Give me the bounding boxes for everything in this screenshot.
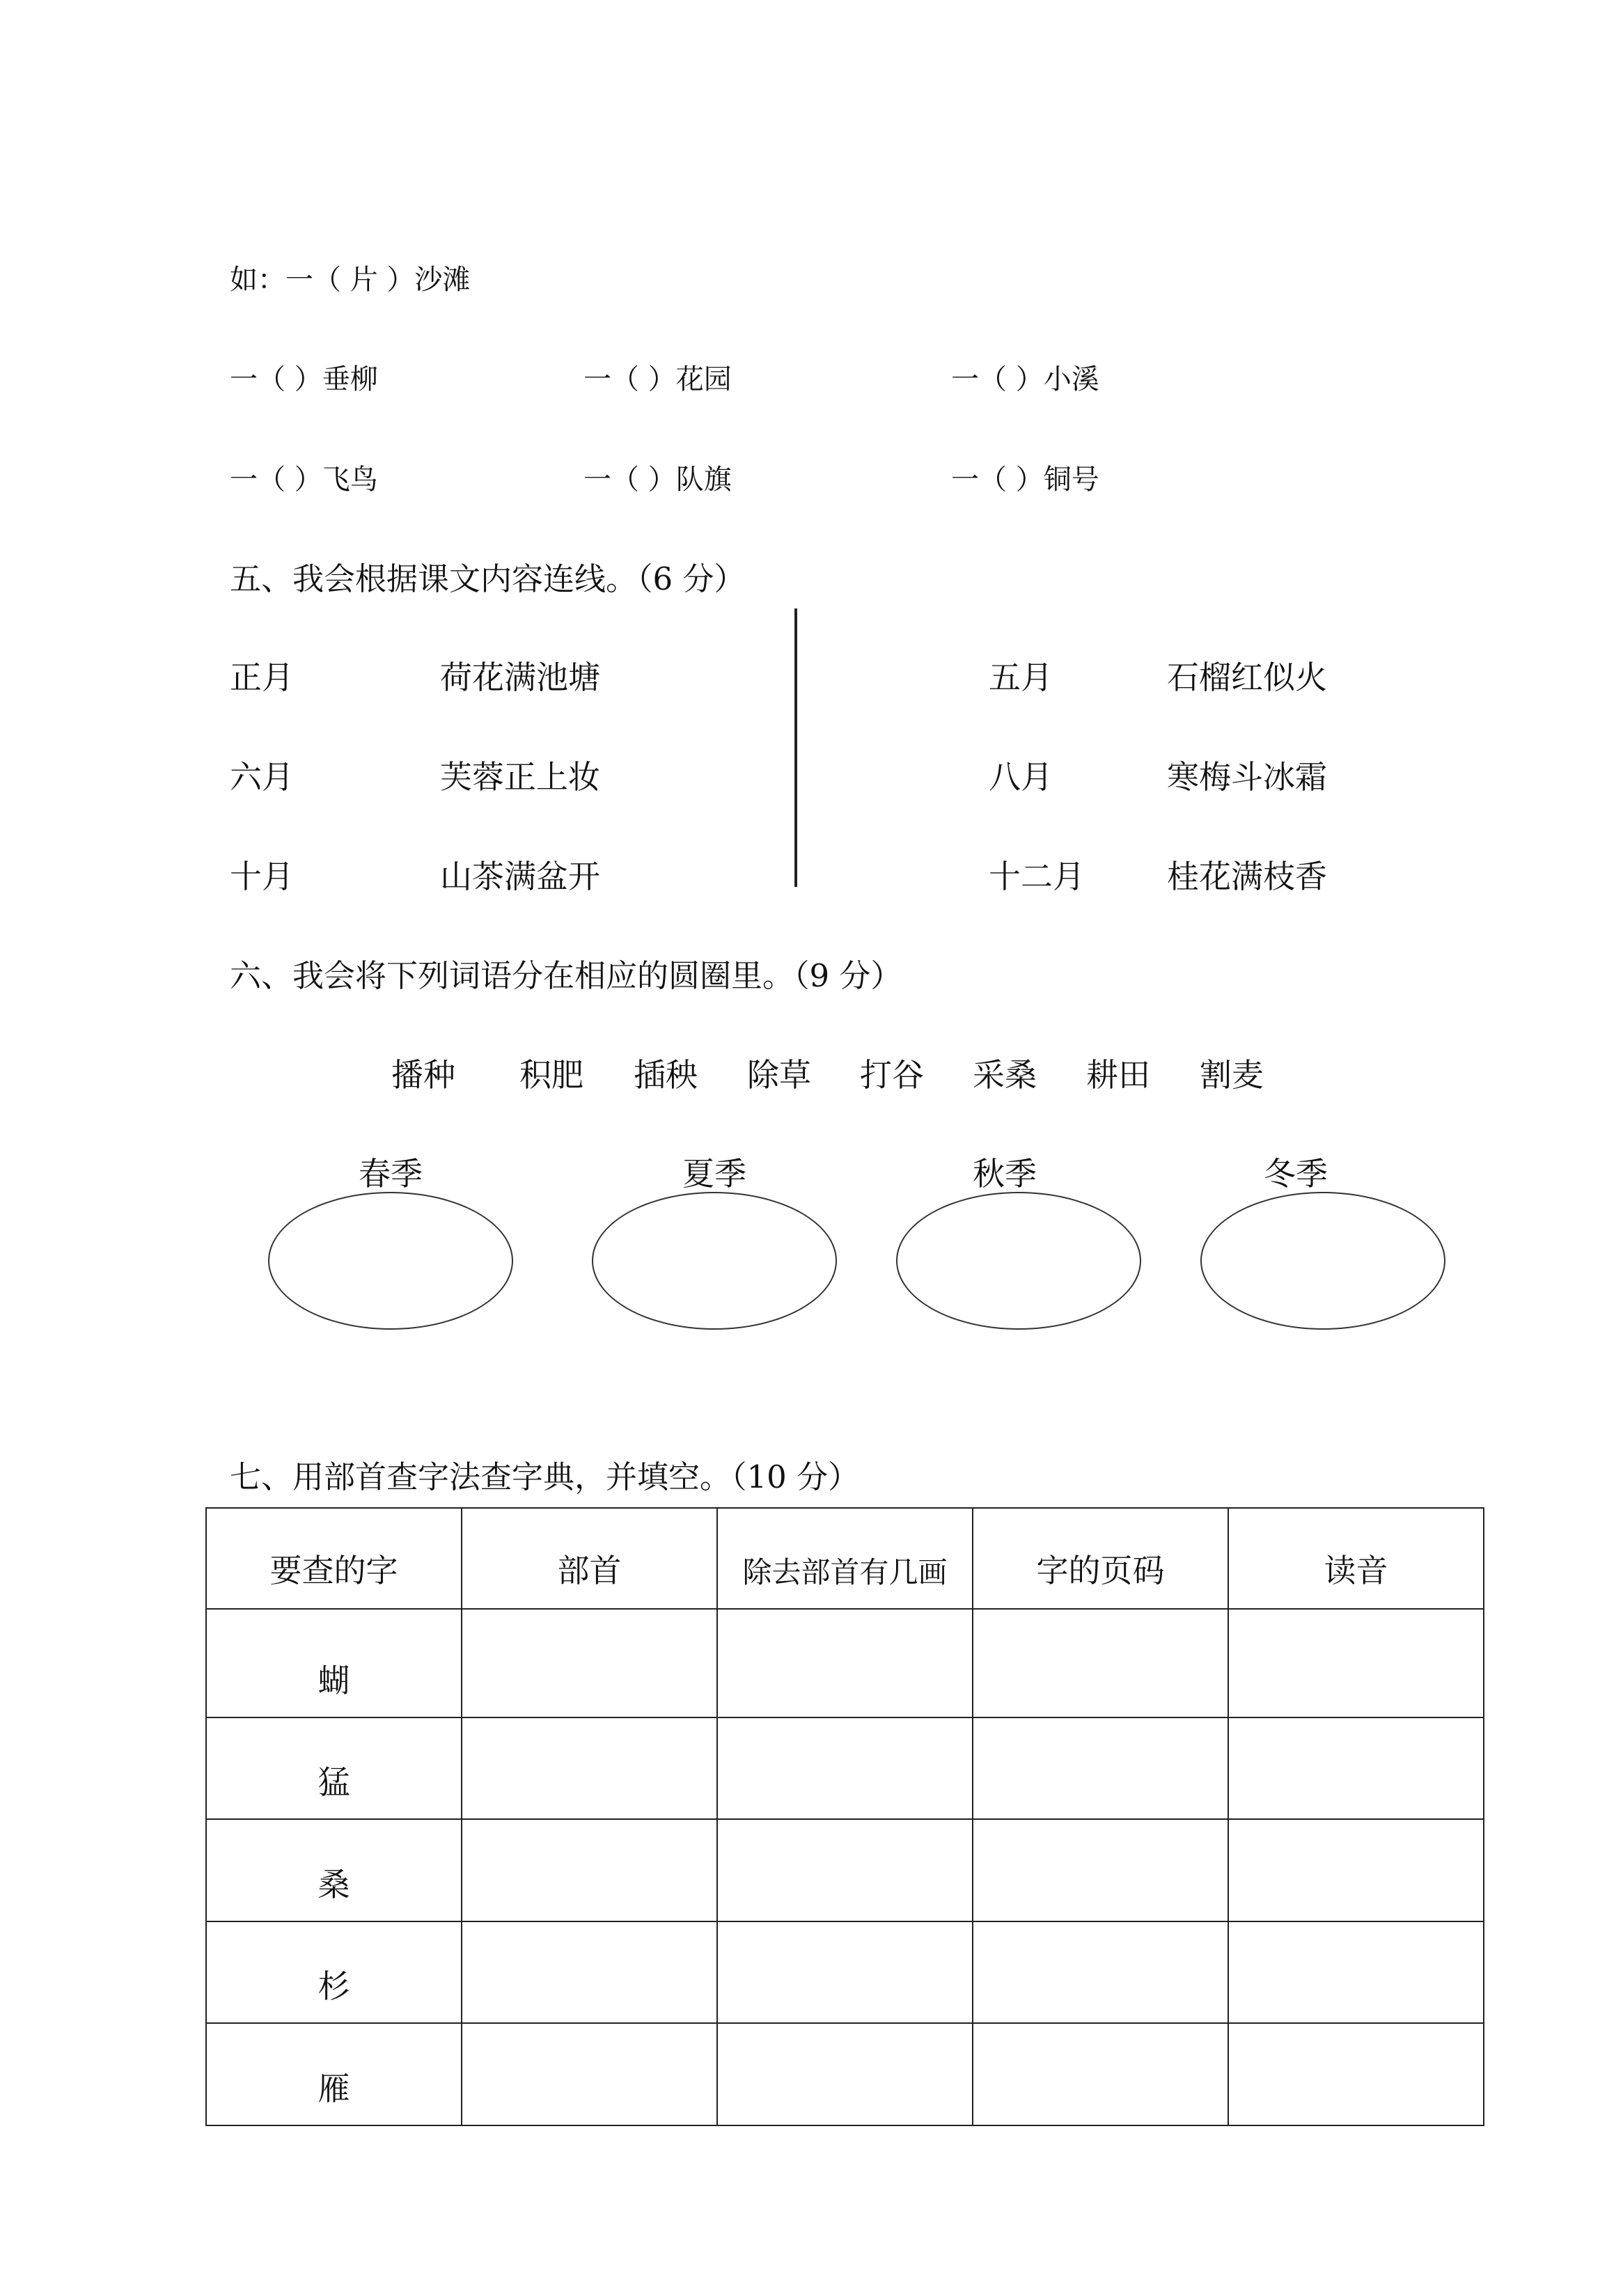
spring-circle[interactable] [268, 1192, 513, 1330]
section6-title: 六、我会将下列词语分在相应的圆圈里。（9 分） [230, 957, 902, 994]
table-header-row [206, 1508, 1484, 1609]
answer-cell[interactable] [973, 1609, 1228, 1717]
blank-item: 一（ ）飞鸟 [230, 464, 378, 496]
answer-cell[interactable] [1228, 1609, 1484, 1717]
answer-cell[interactable] [462, 1717, 717, 1819]
left-month: 六月 [230, 758, 294, 796]
left-month: 正月 [230, 659, 294, 696]
example-line: 如：一（ 片 ）沙滩 [230, 264, 471, 296]
winter-circle[interactable] [1200, 1192, 1445, 1330]
word-item: 插秧 [634, 1056, 698, 1094]
blank-item: 一（ ）垂柳 [230, 363, 378, 395]
answer-cell[interactable] [717, 1819, 973, 1921]
word-item: 采桑 [973, 1056, 1037, 1094]
blank-item: 一（ ）队旗 [583, 464, 732, 496]
header-cell: 除去部首有几画 [717, 1508, 973, 1609]
section7-title: 七、用部首查字法查字典，并填空。（10 分） [230, 1458, 860, 1495]
char-cell: 蝴 [206, 1609, 462, 1717]
season-label: 冬季 [1264, 1155, 1328, 1193]
answer-cell[interactable] [462, 1609, 717, 1717]
section5-title: 五、我会根据课文内容连线。（6 分） [230, 560, 746, 597]
autumn-circle[interactable] [896, 1192, 1141, 1330]
right-flower: 桂花满枝香 [1167, 858, 1327, 895]
answer-cell[interactable] [973, 1819, 1228, 1921]
answer-cell[interactable] [973, 1717, 1228, 1819]
header-cell: 字的页码 [973, 1508, 1228, 1609]
answer-cell[interactable] [973, 2023, 1228, 2125]
right-flower: 寒梅斗冰霜 [1167, 758, 1327, 796]
word-item: 耕田 [1086, 1056, 1150, 1094]
answer-cell[interactable] [717, 1717, 973, 1819]
answer-cell[interactable] [973, 1921, 1228, 2023]
header-cell: 部首 [462, 1508, 717, 1609]
blank-item: 一（ ）铜号 [951, 464, 1099, 496]
divider-line [794, 608, 797, 887]
table-row [206, 1717, 1484, 1819]
answer-cell[interactable] [1228, 1921, 1484, 2023]
dictionary-table [205, 1507, 1484, 2126]
word-item: 除草 [747, 1056, 811, 1094]
left-flower: 芙蓉正上妆 [440, 758, 600, 796]
header-cell: 读音 [1228, 1508, 1484, 1609]
blank-item: 一（ ）小溪 [951, 363, 1099, 395]
char-cell: 猛 [206, 1717, 462, 1819]
answer-cell[interactable] [462, 1819, 717, 1921]
left-month: 十月 [230, 858, 294, 895]
answer-cell[interactable] [717, 1609, 973, 1717]
table-row [206, 1921, 1484, 2023]
table-row [206, 1609, 1484, 1717]
answer-cell[interactable] [717, 2023, 973, 2125]
answer-cell[interactable] [1228, 1819, 1484, 1921]
left-flower: 山茶满盆开 [440, 858, 600, 895]
word-item: 打谷 [860, 1056, 924, 1094]
left-flower: 荷花满池塘 [440, 659, 600, 696]
char-cell: 桑 [206, 1819, 462, 1921]
word-item: 积肥 [519, 1056, 583, 1094]
header-cell: 要查的字 [206, 1508, 462, 1609]
right-flower: 石榴红似火 [1167, 659, 1327, 696]
table-row [206, 1819, 1484, 1921]
table-row [206, 2023, 1484, 2125]
answer-cell[interactable] [462, 2023, 717, 2125]
season-label: 春季 [359, 1155, 423, 1193]
blank-item: 一（ ）花园 [583, 363, 732, 395]
right-month: 八月 [989, 758, 1053, 796]
season-label: 秋季 [973, 1155, 1037, 1193]
char-cell: 雁 [206, 2023, 462, 2125]
answer-cell[interactable] [462, 1921, 717, 2023]
answer-cell[interactable] [1228, 2023, 1484, 2125]
answer-cell[interactable] [1228, 1717, 1484, 1819]
right-month: 五月 [989, 659, 1053, 696]
word-item: 播种 [391, 1056, 455, 1094]
season-label: 夏季 [682, 1155, 746, 1193]
right-month: 十二月 [989, 858, 1085, 895]
word-item: 割麦 [1200, 1056, 1264, 1094]
answer-cell[interactable] [717, 1921, 973, 2023]
summer-circle[interactable] [592, 1192, 837, 1330]
char-cell: 杉 [206, 1921, 462, 2023]
